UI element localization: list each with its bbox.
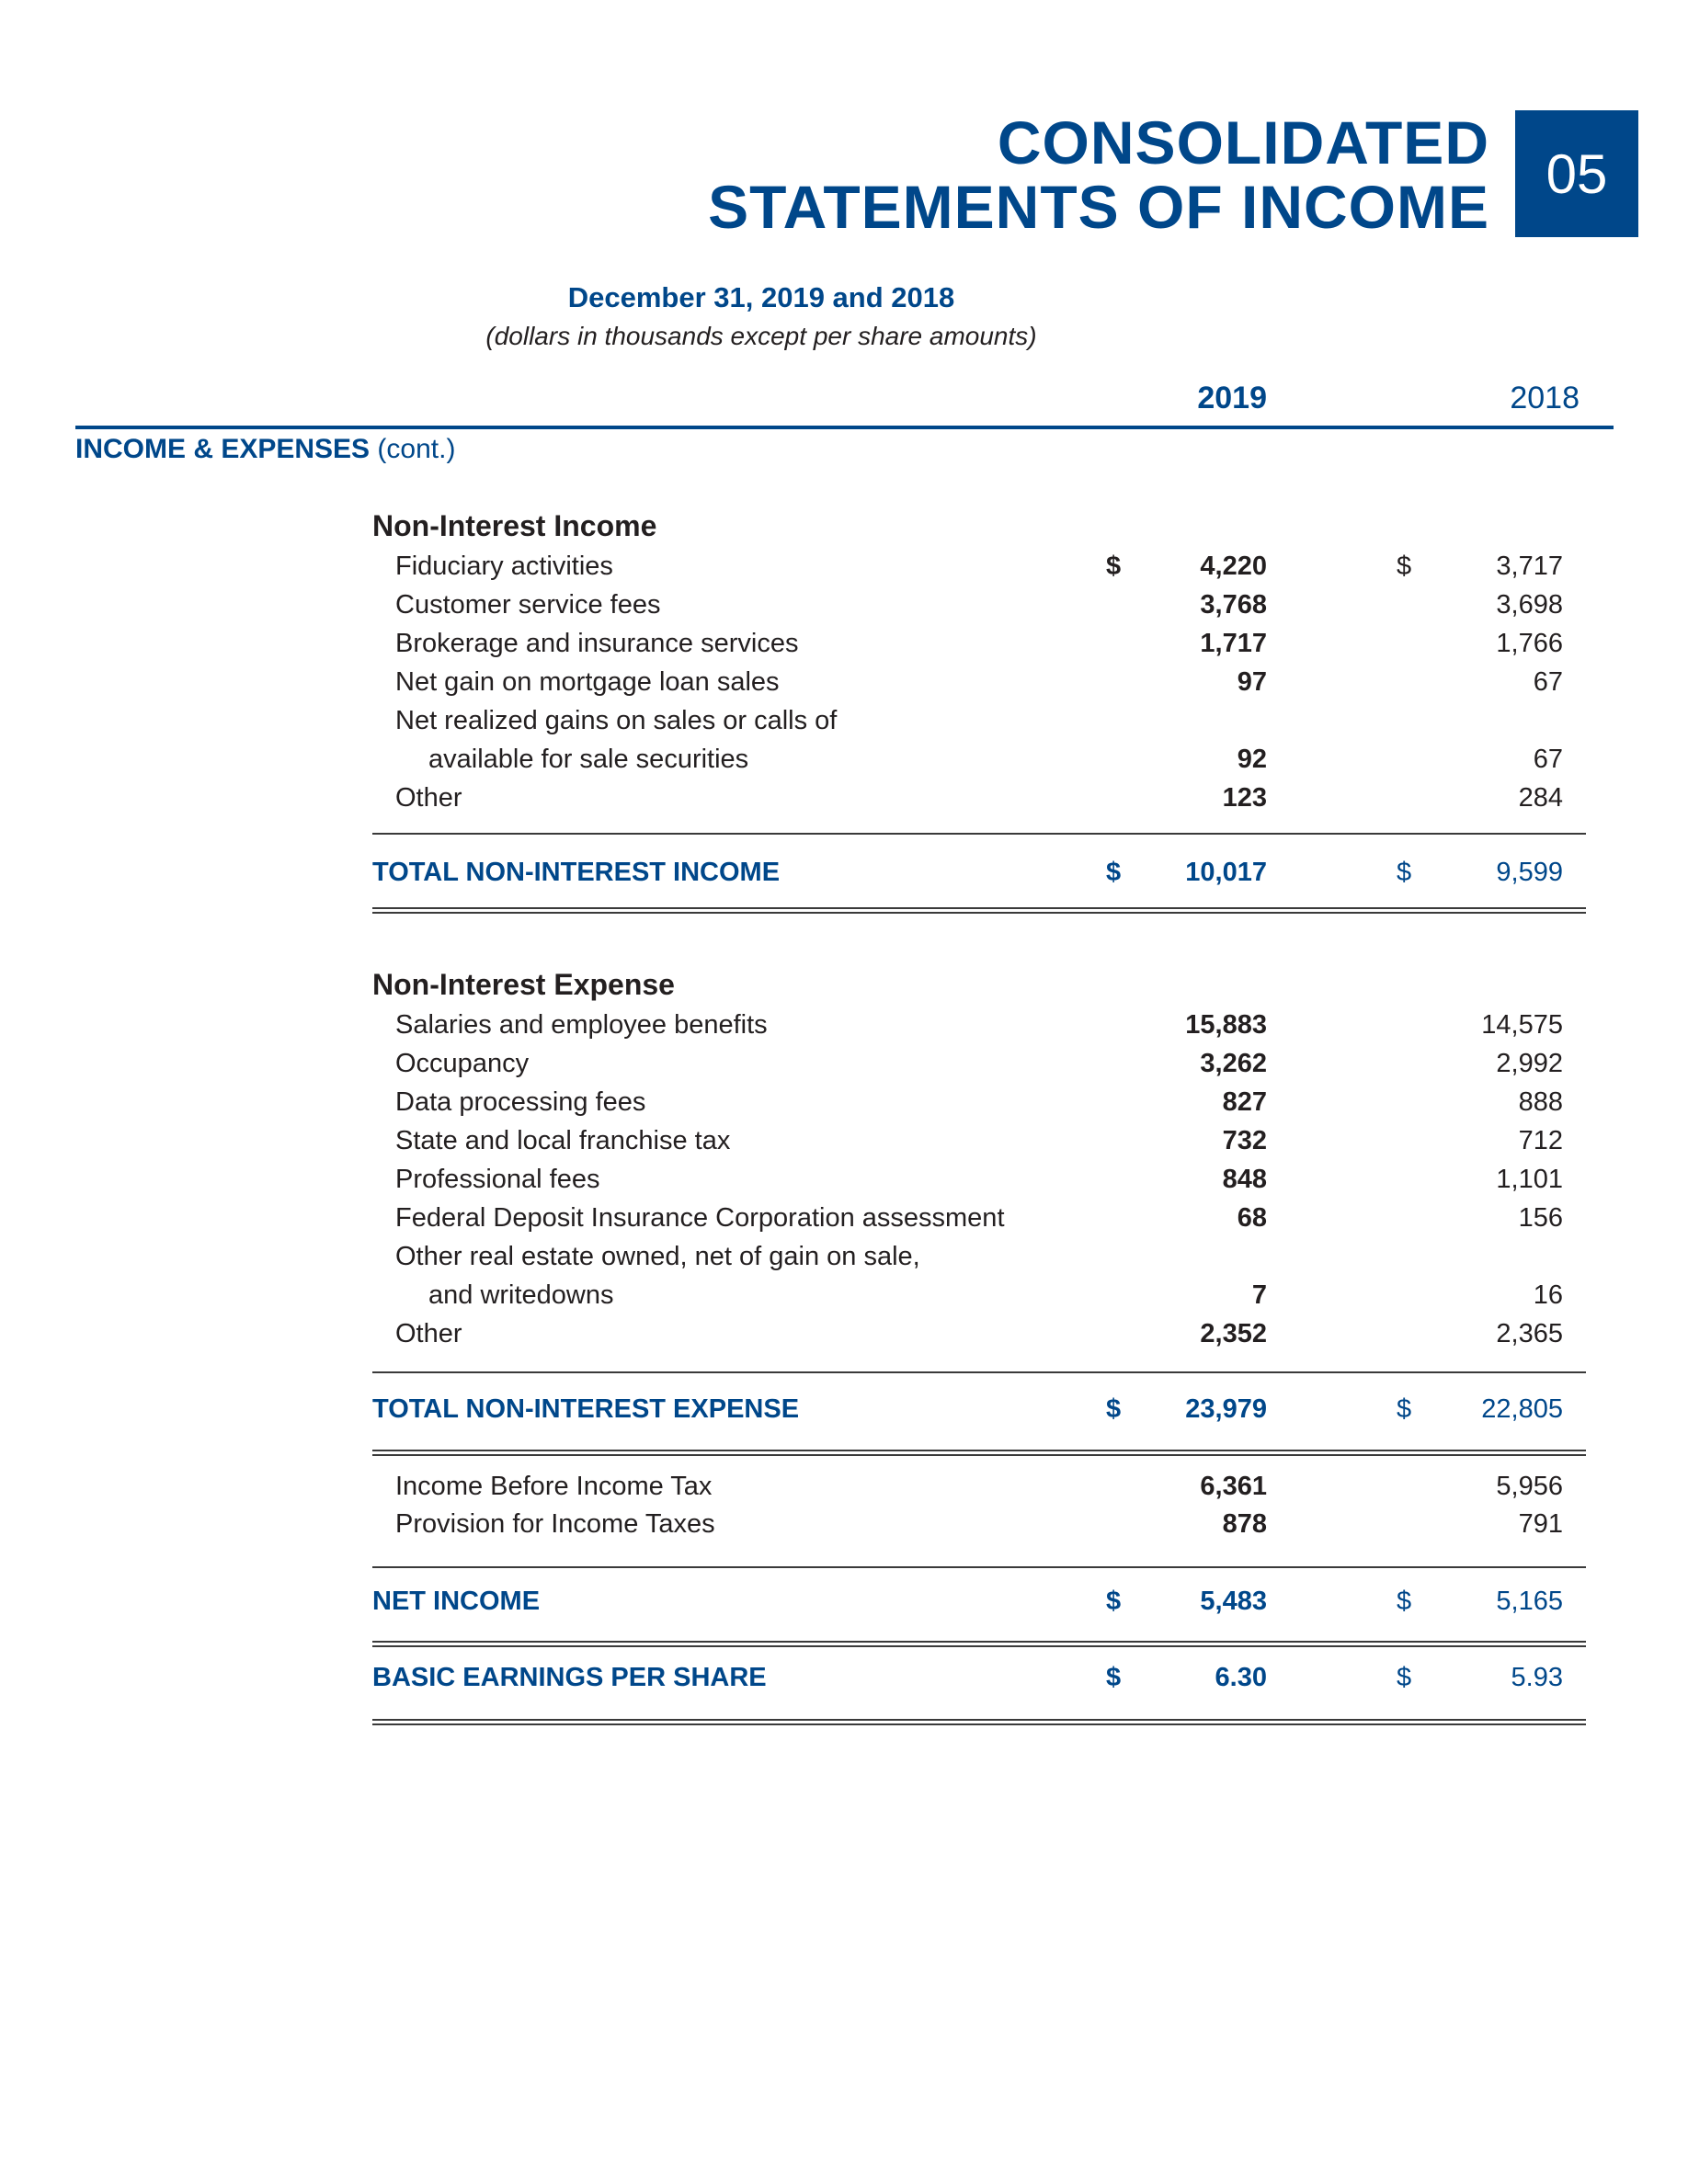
dollar-sign-2019: $ [1106, 1394, 1122, 1424]
total-row-non-interest-expense [0, 1391, 1688, 1428]
row-label: Salaries and employee benefits [395, 1010, 768, 1040]
value-2019: 7 [1251, 1280, 1267, 1310]
table-row [0, 702, 1688, 739]
value-2018: 5.93 [1511, 1663, 1563, 1692]
table-row [0, 1200, 1688, 1236]
value-2018: 791 [1518, 1509, 1563, 1539]
section-title-suffix: (cont.) [377, 434, 456, 464]
value-2019: 6,361 [1200, 1472, 1267, 1501]
row-label: NET INCOME [372, 1587, 541, 1616]
row-label: Occupancy [395, 1049, 530, 1078]
dollar-sign-2018: $ [1397, 1587, 1412, 1616]
section-number: 05 [1545, 142, 1608, 205]
value-2018: 2,365 [1496, 1319, 1563, 1348]
row-label: Provision for Income Taxes [395, 1509, 715, 1539]
value-2019: 827 [1222, 1087, 1267, 1117]
value-2019: 92 [1237, 745, 1267, 774]
value-2019: 732 [1222, 1126, 1267, 1155]
value-2019: 4,220 [1200, 552, 1267, 581]
value-2018: 1,766 [1496, 629, 1563, 658]
row-label: Net realized gains on sales or calls of [395, 706, 838, 735]
non-interest-expense-heading: Non-Interest Expense [372, 968, 675, 1001]
value-2019: 97 [1237, 667, 1267, 697]
table-row [0, 664, 1688, 700]
table-row [0, 1161, 1688, 1198]
section-title-text: INCOME & EXPENSES [75, 434, 371, 464]
row-label: BASIC EARNINGS PER SHARE [372, 1663, 767, 1692]
value-2019: 3,262 [1200, 1049, 1267, 1078]
value-2018: 14,575 [1481, 1010, 1563, 1040]
value-2018: 3,717 [1496, 552, 1563, 581]
value-2018: 67 [1533, 745, 1563, 774]
value-2019: 6.30 [1215, 1663, 1267, 1692]
total-row-non-interest-income [0, 854, 1688, 891]
header-rule [75, 426, 1614, 429]
total-row-net-income [0, 1583, 1688, 1620]
row-label: Customer service fees [395, 590, 661, 620]
row-label: and writedowns [428, 1280, 614, 1310]
value-2018: 3,698 [1496, 590, 1563, 620]
row-label: Other [395, 1319, 462, 1348]
table-row [0, 1084, 1688, 1120]
value-2019: 10,017 [1185, 858, 1267, 887]
table-row [0, 1315, 1688, 1352]
table-row [0, 625, 1688, 662]
double-rule-top [372, 907, 1586, 909]
value-2019: 5,483 [1200, 1587, 1267, 1616]
double-rule-bottom [372, 912, 1586, 914]
table-row-provision-income-taxes [0, 1506, 1688, 1542]
value-2019: 23,979 [1185, 1394, 1267, 1424]
row-label: TOTAL NON-INTEREST EXPENSE [372, 1394, 800, 1424]
table-row [0, 1238, 1688, 1275]
value-2018: 5,165 [1496, 1587, 1563, 1616]
value-2018: 9,599 [1496, 858, 1563, 887]
statement-date: December 31, 2019 and 2018 [567, 281, 955, 313]
page-title-line-1: CONSOLIDATED [997, 108, 1489, 176]
section-title [75, 434, 455, 465]
value-2019: 2,352 [1200, 1319, 1267, 1348]
table-row [0, 1007, 1688, 1043]
dollar-sign-2018: $ [1397, 858, 1412, 887]
double-rule-top [372, 1719, 1586, 1721]
dollar-sign-2019: $ [1106, 552, 1122, 581]
row-label: TOTAL NON-INTEREST INCOME [372, 858, 781, 887]
value-2018: 712 [1518, 1126, 1563, 1155]
value-2019: 15,883 [1185, 1010, 1267, 1040]
double-rule-top [372, 1641, 1586, 1643]
dollar-sign-2018: $ [1397, 1663, 1412, 1692]
table-row [0, 1045, 1688, 1082]
statement-units-note: (dollars in thousands except per share amounts) [485, 322, 1037, 350]
double-rule-bottom [372, 1645, 1586, 1647]
value-2018: 284 [1518, 783, 1563, 813]
value-2019: 1,717 [1200, 629, 1267, 658]
double-rule-bottom [372, 1723, 1586, 1725]
value-2018: 16 [1533, 1280, 1563, 1310]
value-2018: 67 [1533, 667, 1563, 697]
value-2018: 2,992 [1496, 1049, 1563, 1078]
page-title-line-2: STATEMENTS OF INCOME [708, 173, 1489, 241]
row-label: Data processing fees [395, 1087, 646, 1117]
row-label: Professional fees [395, 1165, 600, 1194]
row-label: available for sale securities [428, 745, 749, 774]
row-label: State and local franchise tax [395, 1126, 731, 1155]
row-label: Fiduciary activities [395, 552, 613, 581]
subtotal-rule [372, 1371, 1586, 1373]
value-2019: 878 [1222, 1509, 1267, 1539]
value-2018: 888 [1518, 1087, 1563, 1117]
row-label: Income Before Income Tax [395, 1472, 713, 1501]
row-label: Other [395, 783, 462, 813]
table-row [0, 1122, 1688, 1159]
value-2018: 1,101 [1496, 1165, 1563, 1194]
double-rule-top [372, 1450, 1586, 1451]
row-label: Net gain on mortgage loan sales [395, 667, 780, 697]
dollar-sign-2018: $ [1397, 552, 1412, 581]
value-2019: 3,768 [1200, 590, 1267, 620]
table-row [0, 586, 1688, 623]
dollar-sign-2019: $ [1106, 1663, 1122, 1692]
double-rule-bottom [372, 1454, 1586, 1456]
dollar-sign-2019: $ [1106, 1587, 1122, 1616]
value-2019: 68 [1237, 1203, 1267, 1233]
column-header-2019: 2019 [1197, 381, 1267, 415]
total-row-basic-eps [0, 1659, 1688, 1696]
table-row-income-before-tax [0, 1468, 1688, 1505]
row-label: Other real estate owned, net of gain on sale, [395, 1242, 920, 1271]
column-header-2018: 2018 [1510, 381, 1580, 415]
value-2018: 5,956 [1496, 1472, 1563, 1501]
table-row [0, 548, 1688, 585]
dollar-sign-2018: $ [1397, 1394, 1412, 1424]
value-2018: 156 [1518, 1203, 1563, 1233]
non-interest-income-heading: Non-Interest Income [372, 509, 657, 542]
table-row [0, 1277, 1688, 1314]
value-2019: 848 [1222, 1165, 1267, 1194]
dollar-sign-2019: $ [1106, 858, 1122, 887]
row-label: Federal Deposit Insurance Corporation assessment [395, 1203, 1005, 1233]
value-2019: 123 [1222, 783, 1267, 813]
subtotal-rule [372, 1566, 1586, 1568]
table-row [0, 741, 1688, 778]
section-number-badge [1515, 110, 1638, 237]
table-row [0, 779, 1688, 816]
row-label: Brokerage and insurance services [395, 629, 799, 658]
value-2018: 22,805 [1481, 1394, 1563, 1424]
subtotal-rule [372, 833, 1586, 835]
